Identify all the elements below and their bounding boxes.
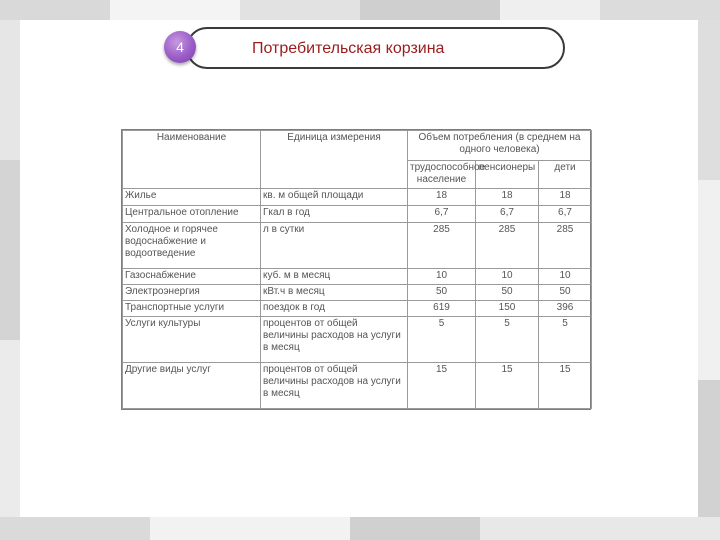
- slide-number-badge: 4: [164, 31, 196, 63]
- row-value-pensioners: 15: [476, 363, 539, 409]
- header-volume: Объем потребления (в среднем на одного человека): [408, 131, 592, 161]
- table-row: [123, 363, 592, 409]
- subheader-working: трудоспособное население: [408, 161, 476, 189]
- row-value-children: 18: [539, 189, 592, 206]
- table-row: [123, 223, 592, 269]
- row-value-children: 5: [539, 317, 592, 363]
- table-row: [123, 269, 592, 285]
- row-name: Центральное отопление: [123, 206, 261, 223]
- slide-title: Потребительская корзина: [252, 40, 445, 57]
- row-value-pensioners: 18: [476, 189, 539, 206]
- row-value-pensioners: 150: [476, 301, 539, 317]
- row-unit: поездок в год: [261, 301, 408, 317]
- row-value-children: 396: [539, 301, 592, 317]
- row-unit: процентов от общей величины расходов на услуги в месяц: [261, 317, 408, 363]
- row-unit: кв. м общей площади: [261, 189, 408, 206]
- row-name: Жилье: [123, 189, 261, 206]
- row-unit: кВт.ч в месяц: [261, 285, 408, 301]
- table-row: [123, 189, 592, 206]
- row-name: Транспортные услуги: [123, 301, 261, 317]
- row-value-children: 50: [539, 285, 592, 301]
- header-name: Наименование: [123, 131, 261, 189]
- row-value-pensioners: 10: [476, 269, 539, 285]
- subheader-children: дети: [539, 161, 592, 189]
- row-name: Холодное и горячее водоснабжение и водоотведение: [123, 223, 261, 269]
- header-unit: Единица измерения: [261, 131, 408, 189]
- row-value-pensioners: 285: [476, 223, 539, 269]
- row-name: Другие виды услуг: [123, 363, 261, 409]
- row-value-working: 6,7: [408, 206, 476, 223]
- row-name: Услуги культуры: [123, 317, 261, 363]
- table-row: [123, 285, 592, 301]
- table-row: [123, 301, 592, 317]
- row-value-children: 15: [539, 363, 592, 409]
- row-unit: Гкал в год: [261, 206, 408, 223]
- row-value-pensioners: 6,7: [476, 206, 539, 223]
- row-value-working: 5: [408, 317, 476, 363]
- row-unit: процентов от общей величины расходов на услуги в месяц: [261, 363, 408, 409]
- row-unit: куб. м в месяц: [261, 269, 408, 285]
- row-value-working: 18: [408, 189, 476, 206]
- row-value-children: 6,7: [539, 206, 592, 223]
- row-value-pensioners: 50: [476, 285, 539, 301]
- subheader-pensioners: пенсионеры: [476, 161, 539, 189]
- table-row: [123, 206, 592, 223]
- row-value-working: 15: [408, 363, 476, 409]
- row-value-children: 10: [539, 269, 592, 285]
- row-value-children: 285: [539, 223, 592, 269]
- row-name: Газоснабжение: [123, 269, 261, 285]
- table-row: [123, 317, 592, 363]
- row-value-working: 50: [408, 285, 476, 301]
- row-name: Электроэнергия: [123, 285, 261, 301]
- row-unit: л в сутки: [261, 223, 408, 269]
- row-value-working: 285: [408, 223, 476, 269]
- row-value-pensioners: 5: [476, 317, 539, 363]
- consumer-basket-table: [121, 129, 591, 410]
- row-value-working: 10: [408, 269, 476, 285]
- row-value-working: 619: [408, 301, 476, 317]
